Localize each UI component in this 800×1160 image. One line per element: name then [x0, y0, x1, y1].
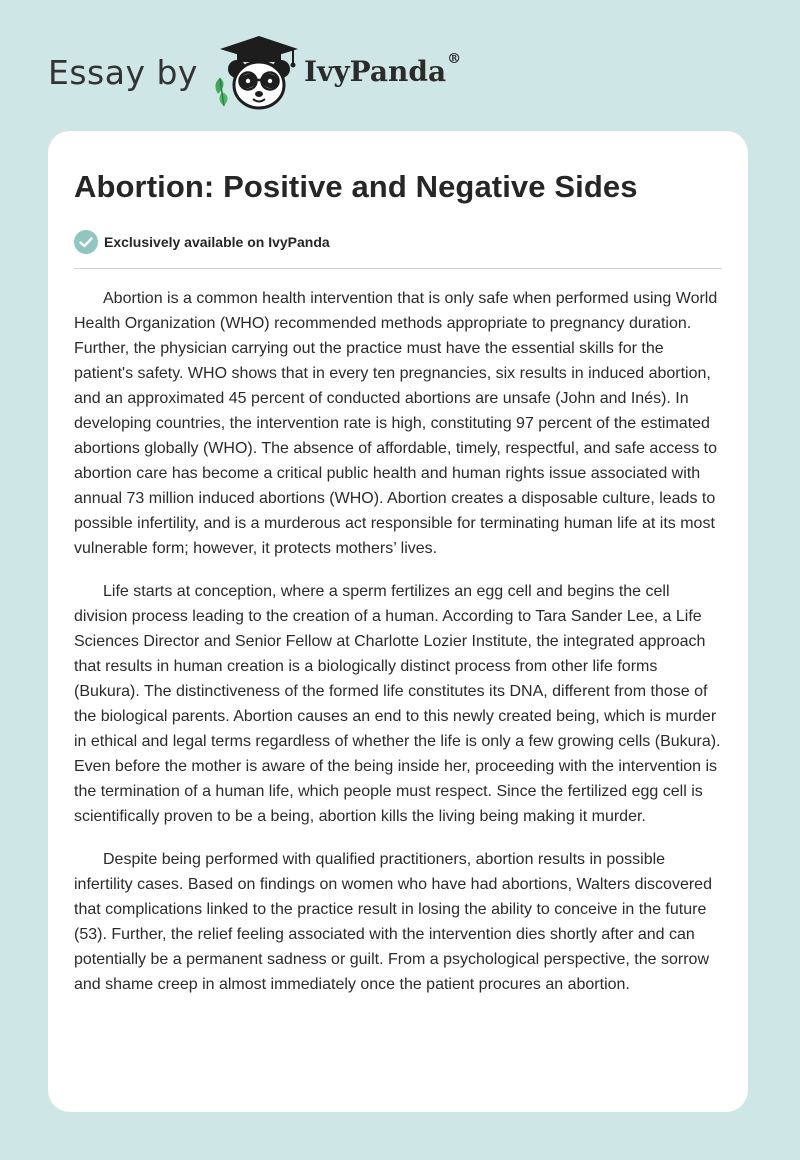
registered-mark: ®: [447, 51, 462, 67]
essay-title: Abortion: Positive and Negative Sides: [74, 169, 638, 204]
brand-name[interactable]: IvyPanda®: [303, 51, 462, 88]
paragraph-1: Abortion is a common health intervention that is only safe when performed using World Health Organization (WHO) recommended methods appropriate to pregnancy duration. Further, the physician carrying out the practice must have the essential skills for the patient's safety. WHO shows that in every ten pregnancies, six results in induced abortion, and an approximated 45 percent of conducted abortions are unsafe (John and Inés). In developing countries, the intervention rate is high, constituting 97 percent of the estimated abortions globally (WHO). The absence of affordable, timely, respectful, and safe access to abortion care has become a critical public health and human rights issue associated with annual 73 million induced abortions (WHO). Abortion creates a disposable culture, leads to possible infertility, and is a murderous act responsible for terminating human life at its most vulnerable form; however, it protects mothers’ lives.: [74, 290, 718, 557]
exclusive-label: Exclusively available on IvyPanda: [104, 234, 330, 250]
essay-body: [74, 286, 722, 997]
site-header: [48, 30, 461, 114]
divider: [74, 268, 722, 269]
essay-card: [48, 131, 748, 1112]
paragraph-3: Despite being performed with qualified practitioners, abortion results in possible infertility cases. Based on findings on women who have had abortions, Walters discovered that complications linked to the practice result in losing the ability to conceive in the future (53). Further, the relief feeling associated with the intervention dies shortly after and can potentially be a permanent sadness or guilt. From a psychological perspective, the sorrow and shame creep in almost immediately once the patient procures an abortion.: [74, 851, 712, 993]
checkmark-icon: [74, 230, 98, 254]
panda-logo-icon[interactable]: [210, 32, 306, 112]
brand-prefix: Essay by: [48, 52, 198, 92]
paragraph-2: Life starts at conception, where a sperm fertilizes an egg cell and begins the cell division process leading to the creation of a human. According to Tara Sander Lee, a Life Sciences Director and Senior Fellow at Charlotte Lozier Institute, the integrated approach that results in human creation is a biologically distinct process from other life forms (Bukura). The distinctiveness of the formed life constitutes its DNA, different from those of the biological parents. Abortion causes an end to this newly created being, which is murder in ethical and legal terms regardless of whether the life is only a few growing cells (Bukura). Even before the mother is aware of the being inside her, proceeding with the intervention is the termination of a human life, which people must respect. Since the fertilized egg cell is scientifically proven to be a being, abortion kills the living being making it murder.: [74, 583, 721, 825]
exclusive-badge: [74, 229, 722, 255]
